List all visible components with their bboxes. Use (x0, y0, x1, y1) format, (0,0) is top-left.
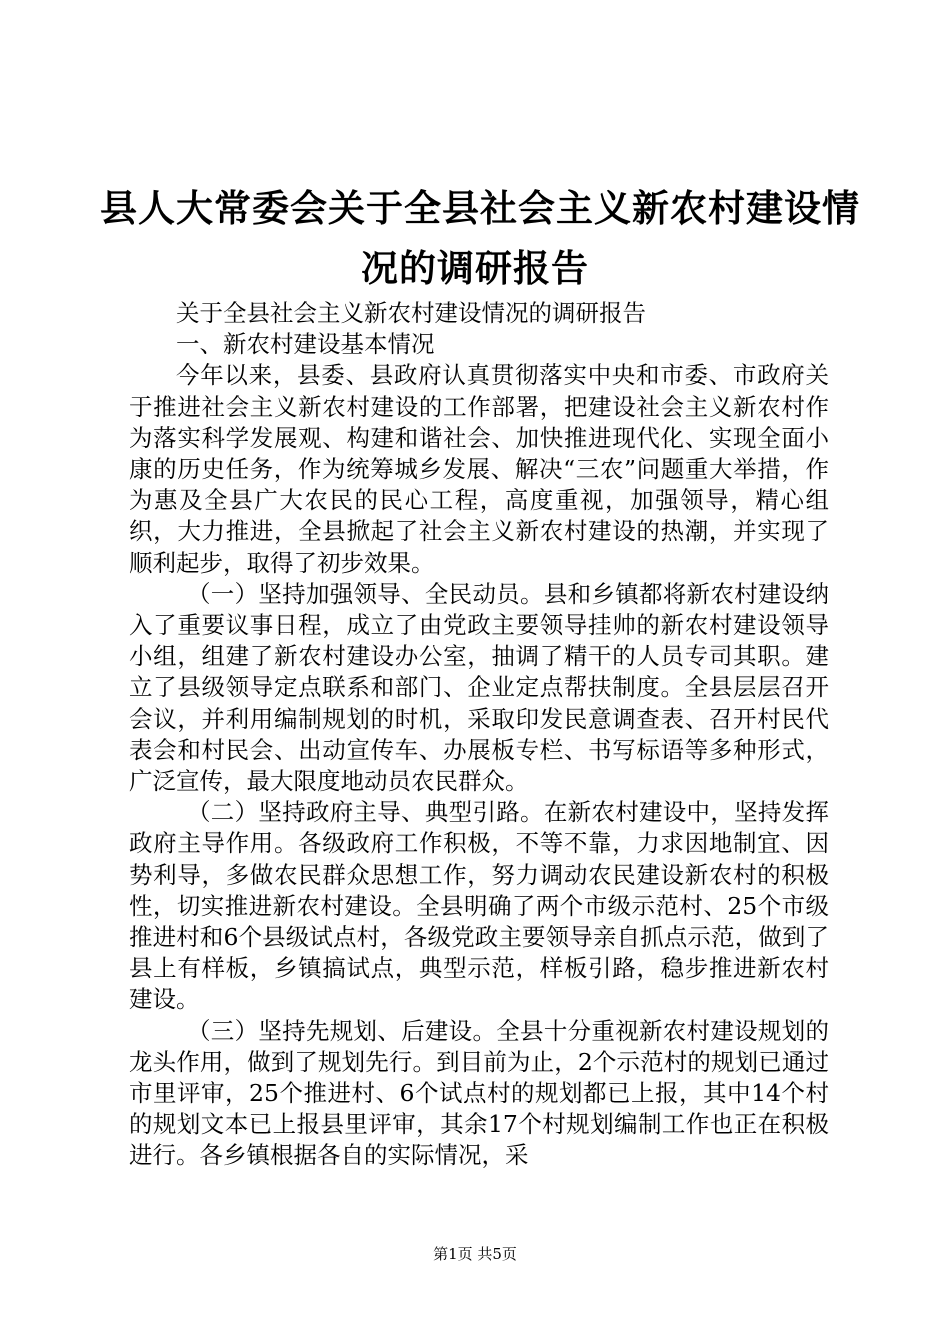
document-title-line-2: 况的调研报告 (361, 246, 589, 290)
paragraph-point-2: （二）坚持政府主导、典型引路。在新农村建设中，坚持发挥政府主导作用。各级政府工作积极，不等不靠，力求因地制宜、因势利导，多做农民群众思想工作，努力调动农民建设新农村的积极性，切实推进新农村建设。全县明确了两个市级示范村、25个市级推进村和6个县级试点村，各级党政主要领导亲自抓点示范，做到了县上有样板，乡镇搞试点，典型示范，样板引路，稳步推进新农村建设。 (129, 798, 829, 1014)
document-body (129, 298, 829, 1172)
paragraph-section-heading: 一、新农村建设基本情况 (176, 330, 435, 359)
paragraph-intro: 今年以来，县委、县政府认真贯彻落实中央和市委、市政府关于推进社会主义新农村建设的工作部署，把建设社会主义新农村作为落实科学发展观、构建和谐社会、加快推进现代化、实现全面小康的历史任务，作为统筹城乡发展、解决“三农”问题重大举措，作为惠及全县广大农民的民心工程，高度重视，加强领导，精心组织，大力推进，全县掀起了社会主义新农村建设的热潮，并实现了顺利起步，取得了初步效果。 (129, 361, 829, 577)
paragraph-report-subtitle: 关于全县社会主义新农村建设情况的调研报告 (176, 299, 646, 327)
page-number-footer: 第1页 共5页 (433, 1245, 517, 1263)
paragraph-point-1: （一）坚持加强领导、全民动员。县和乡镇都将新农村建设纳入了重要议事日程，成立了由党政主要领导挂帅的新农村建设领导小组，组建了新农村建设办公室，抽调了精干的人员专司其职。建立了县级领导定点联系和部门、企业定点帮扶制度。全县层层召开会议，并利用编制规划的时机，采取印发民意调查表、召开村民代表会和村民会、出动宣传车、办展板专栏、书写标语等多种形式，广泛宣传，最大限度地动员农民群众。 (129, 579, 829, 796)
document-title-line-1: 县人大常委会关于全县社会主义新农村建设情 (100, 186, 860, 230)
paragraph-point-3: （三）坚持先规划、后建设。全县十分重视新农村建设规划的龙头作用，做到了规划先行。到目前为止，2个示范村的规划已通过市里评审，25个推进村、6个试点村的规划都已上报，其中14个村的规划文本已上报县里评审，其余17个村规划编制工作也正在积极进行。各乡镇根据各自的实际情况，采 (129, 1016, 829, 1170)
